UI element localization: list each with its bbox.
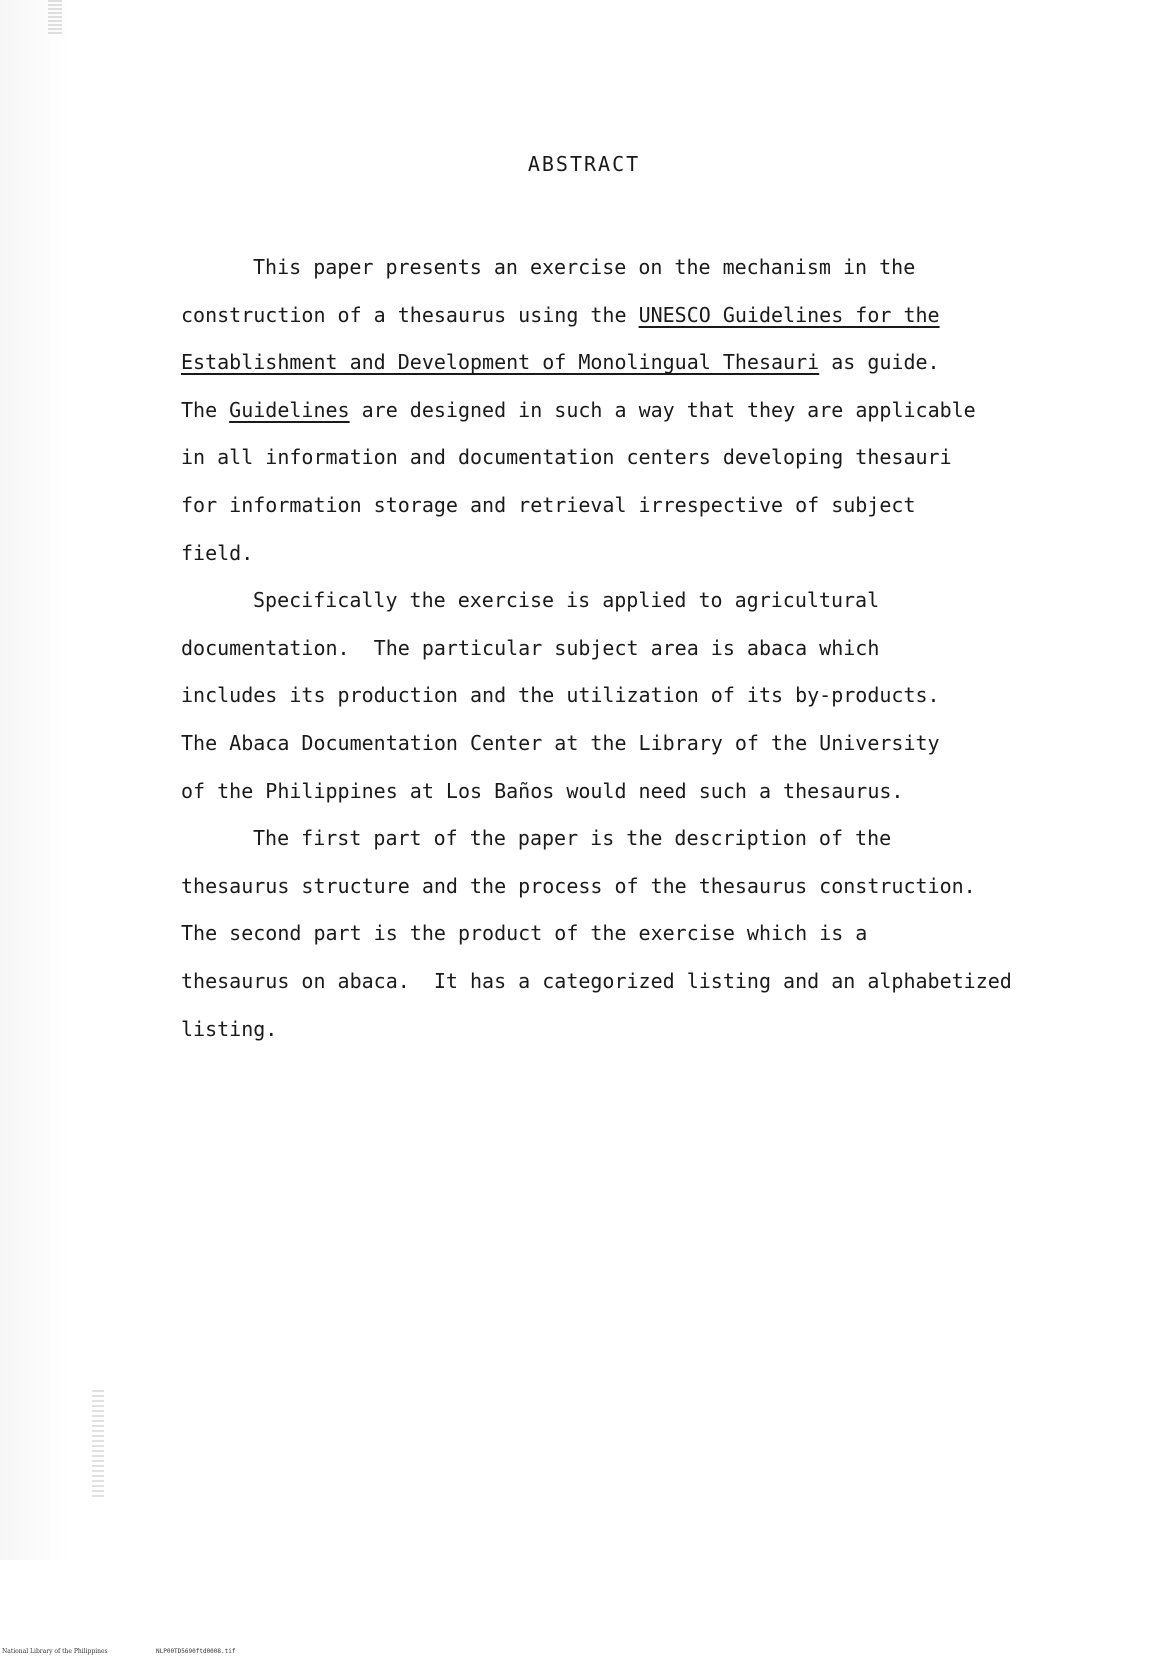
text-line: This paper presents an exercise on the mechanism in the xyxy=(253,255,916,279)
text-line: thesaurus on abaca. It has a categorized listing and an alphabetized xyxy=(181,968,1012,993)
underlined-title: Establishment and Development of Monolingual Thesauri xyxy=(181,350,820,375)
text-line: construction of a thesaurus using the UNESCO Guidelines for the xyxy=(181,302,940,327)
text-line: The Abaca Documentation Center at the Library of the University xyxy=(181,730,940,755)
text-line: for information storage and retrieval irrespective of subject xyxy=(181,492,916,517)
text-line: The second part is the product of the exercise which is a xyxy=(181,921,868,946)
text-line: in all information and documentation centers developing thesauri xyxy=(181,445,952,470)
scan-shadow xyxy=(0,0,70,1560)
text-line: Establishment and Development of Monolingual Thesauri as guide. xyxy=(181,350,940,375)
text-line: thesaurus structure and the process of the thesaurus construction. xyxy=(181,873,976,898)
abstract-heading: ABSTRACT xyxy=(527,152,641,176)
text-line: Specifically the exercise is applied to agricultural xyxy=(253,588,880,613)
underlined-title: UNESCO Guidelines for the xyxy=(638,302,940,327)
scan-artifact xyxy=(48,0,62,34)
text-line: The first part of the paper is the description of the xyxy=(253,826,892,851)
text-line: listing. xyxy=(181,1016,278,1041)
text-line: includes its production and the utilization of its by-products. xyxy=(181,683,940,708)
underlined-term: Guidelines xyxy=(229,397,350,422)
text-line: field. xyxy=(181,540,254,565)
text-line: documentation. The particular subject area is abaca which xyxy=(181,635,880,660)
footer-library: National Library of the Philippines xyxy=(2,1648,108,1655)
abstract-body xyxy=(181,244,1141,1053)
text-line: The Guidelines are designed in such a way that they are applicable xyxy=(181,397,976,422)
scan-artifact xyxy=(92,1390,104,1500)
text-line: of the Philippines at Los Baños would need such a thesaurus. xyxy=(181,778,904,803)
footer-file-code: NLP00TD5690ftd0008.tif xyxy=(156,1648,236,1655)
